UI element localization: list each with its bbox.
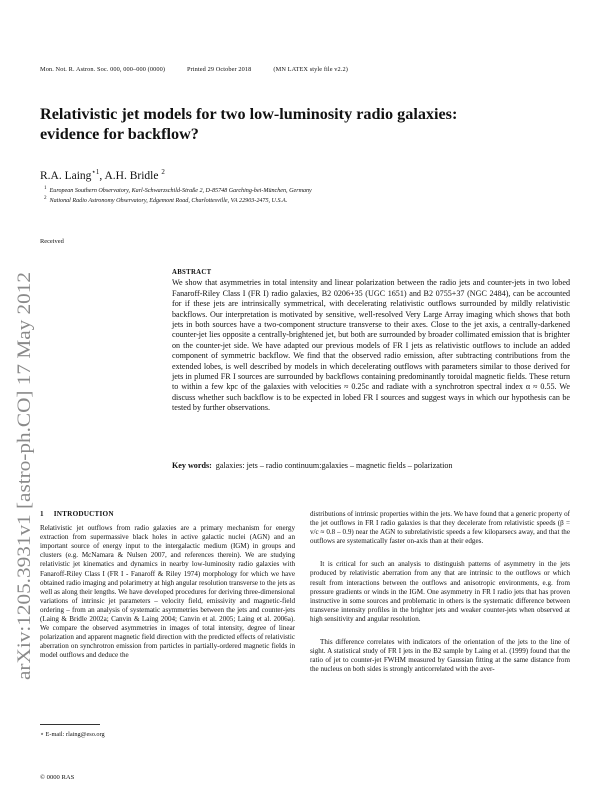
style-file: (MN LATEX style file v2.2)	[273, 66, 348, 73]
footnote-rule	[40, 724, 100, 725]
affiliation-text: European Southern Observatory, Karl-Schwarzschild-Straße 2, D-85748 Garching-bei-München, Germany	[49, 188, 312, 195]
footnote: ⋆ E-mail: rlaing@eso.org	[40, 731, 105, 738]
arxiv-stamp	[4, 160, 40, 680]
abstract-body: We show that asymmetries in total intensity and linear polarization between the radio jets and counter-jets in two lobed Fanaroff-Riley Class I (FR I) radio galaxies, B2 0206+35 (UGC 1651) and B2 0755+37 (NGC 2484), can be accounted for if these jets are intrinsically symmetrical, with decelerating relativistic outflows surrounded by mildly relativistic backflows. Our interpretation is motivated by sensitive, well-resolved Very Large Array imaging which shows that both jets in both sources have a two-component structure transverse to their axes. Close to the jet axis, a centrally-darkened counter-jet lies opposite a centrally-brightened jet, but both are surrounded by broader collimated emission that is brighter on the counter-jet side. We have adapted our previous models of FR I jets as relativistic outflows to include an added component of symmetric backflow. We find that the observed radio emission, after subtracting contributions from the extended lobes, is well described by models in which decelerating outflows with parameters similar to those derived for jets in plumed FR I sources are surrounded by backflows containing predominantly toroidal magnetic fields. These return to within a few kpc of the galaxies with velocities ≈ 0.25c and radiate with a synchrotron spectral index α ≈ 0.55. We discuss whether such backflow is to be expected in lobed FR I sources and suggest ways in which our hypothesis can be tested by further observations.	[172, 278, 570, 413]
running-header	[40, 66, 370, 73]
author-separator: ,	[99, 169, 105, 182]
print-date: Printed 29 October 2018	[187, 66, 252, 73]
author-name: A.H. Bridle	[104, 169, 159, 182]
paper-title: Relativistic jet models for two low-luminosity radio galaxies: evidence for backflow?	[40, 105, 458, 143]
keywords-text: galaxies: jets – radio continuum:galaxies – magnetic fields – polarization	[215, 461, 453, 470]
paragraph: Relativistic jet outflows from radio galaxies are a primary mechanism for energy extraction from supermassive black holes in active galactic nuclei (AGN) and an important source of energy input to the intergalactic medium (IGM) in groups and clusters (e.g. McNamara & Nulsen 2007, and references therein). We are studying relativistic jet kinematics and dynamics in nearby low-luminosity radio galaxies with Fanaroff-Riley Class I (FR I - Fanaroff & Riley 1974) morphology for which we have obtained radio imaging and polarimetry at high angular resolution transverse to the jets as well as along their lengths. We have developed procedures for deriving three-dimensional variations of intrinsic jet parameters – velocity field, emissivity and magnetic-field ordering – from an analysis of systematic asymmetries between the jets and counter-jets (Laing & Bridle 2002a; Canvin & Laing 2004; Canvin et al. 2005; Laing et al. 2006a). We compare the observed asymmetries in images of total intensity, degree of linear polarization and apparent magnetic field direction with the predicted effects of relativistic aberration on synchrotron emission from particles in partially-ordered magnetic fields in model outflows and deduce the	[40, 524, 295, 660]
left-column	[40, 510, 295, 661]
paragraph: It is critical for such an analysis to distinguish patterns of asymmetry in the jets produced by relativistic aberration from any that are intrinsic to the outflows or which result from interactions between the outflows and anisotropic environments, e.g. from pressure gradients or winds in the IGM. One asymmetry in FR I radio jets that has proven instructive in some sources and problematic in others is the systematic difference between transverse intensity profiles in the brighter jets and weaker counter-jets when observed at high sensitivity and angular resolution.	[310, 560, 570, 623]
arxiv-stamp-text: arXiv:1205.3931v1 [astro-ph.CO] 17 May 2012	[15, 324, 35, 680]
author-list	[40, 168, 165, 182]
section-heading	[40, 510, 295, 519]
received-line: Received	[40, 238, 64, 245]
author-mark: 2	[161, 168, 165, 176]
section-title: INTRODUCTION	[53, 510, 114, 518]
section-number: 1	[40, 510, 44, 518]
affiliation-number: 1	[44, 185, 47, 191]
affiliation	[44, 185, 312, 194]
right-column	[310, 510, 570, 674]
affiliation-number: 2	[44, 195, 47, 201]
journal-citation: Mon. Not. R. Astron. Soc. 000, 000–000 (0000)	[40, 66, 166, 73]
abstract-heading: ABSTRACT	[172, 269, 212, 276]
affiliation-text: National Radio Astronomy Observatory, Edgemont Road, Charlottesville, VA 22903-2475, U.S.A.	[49, 198, 288, 205]
keywords	[172, 461, 570, 471]
copyright: © 0000 RAS	[40, 774, 75, 781]
keywords-label: Key words:	[172, 461, 212, 470]
author-name: R.A. Laing	[40, 169, 92, 182]
author-mark: ⋆1	[91, 168, 100, 176]
affiliation	[44, 195, 287, 204]
abstract	[172, 268, 570, 414]
paragraph: distributions of intrinsic properties within the jets. We have found that a generic property of the jet outflows in FR I radio galaxies is that they decelerate from relativistic speeds (β = v/c ≈ 0.8 – 0.9) near the AGN to subrelativistic speeds a few kiloparsecs away, and that the outflows are systematically faster on-axis than at their edges.	[310, 510, 570, 546]
paragraph: This difference correlates with indicators of the orientation of the jets to the line of sight. A statistical study of FR I jets in the B2 sample by Laing et al. (1999) found that the ratio of jet to counter-jet FWHM measured by Gaussian fitting at the same distance from the nucleus on both sides is strongly anticorrelated with the aver-	[310, 638, 570, 674]
